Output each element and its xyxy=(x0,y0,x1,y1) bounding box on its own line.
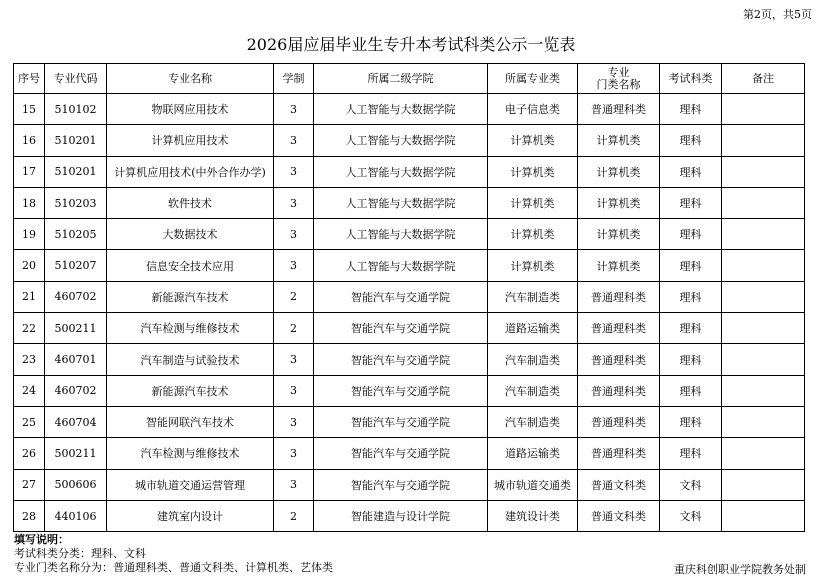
issuing-office: 重庆科创职业学院教务处制 xyxy=(674,563,806,576)
header-code: 专业代码 xyxy=(45,64,107,94)
table-row xyxy=(14,219,805,250)
cell-gate: 计算机类 xyxy=(578,156,660,187)
cell-seq: 23 xyxy=(14,344,45,375)
header-years: 学制 xyxy=(274,64,314,94)
header-gate xyxy=(578,64,660,94)
cell-seq: 22 xyxy=(14,313,45,344)
cell-college: 人工智能与大数据学院 xyxy=(314,156,488,187)
cell-code: 510203 xyxy=(45,187,107,218)
cell-college: 智能汽车与交通学院 xyxy=(314,406,488,437)
cell-years: 3 xyxy=(274,438,314,469)
cell-years: 3 xyxy=(274,406,314,437)
cell-name: 城市轨道交通运营管理 xyxy=(107,469,274,500)
cell-code: 440106 xyxy=(45,500,107,531)
cell-name: 物联网应用技术 xyxy=(107,94,274,125)
cell-category: 道路运输类 xyxy=(488,313,578,344)
cell-exam: 理科 xyxy=(660,313,722,344)
cell-name: 汽车检测与维修技术 xyxy=(107,438,274,469)
header-category: 所属专业类 xyxy=(488,64,578,94)
cell-exam: 理科 xyxy=(660,125,722,156)
cell-code: 460704 xyxy=(45,406,107,437)
cell-exam: 理科 xyxy=(660,219,722,250)
cell-seq: 26 xyxy=(14,438,45,469)
cell-gate: 普通文科类 xyxy=(578,500,660,531)
cell-remark xyxy=(722,438,805,469)
publication-table xyxy=(13,63,805,532)
cell-gate: 普通理科类 xyxy=(578,344,660,375)
cell-remark xyxy=(722,156,805,187)
cell-name: 信息安全技术应用 xyxy=(107,250,274,281)
cell-category: 建筑设计类 xyxy=(488,500,578,531)
cell-remark xyxy=(722,344,805,375)
cell-gate: 普通理科类 xyxy=(578,375,660,406)
cell-remark xyxy=(722,375,805,406)
header-college: 所属二级学院 xyxy=(314,64,488,94)
header-seq: 序号 xyxy=(14,64,45,94)
cell-remark xyxy=(722,94,805,125)
cell-category: 汽车制造类 xyxy=(488,344,578,375)
cell-category: 计算机类 xyxy=(488,125,578,156)
cell-category: 汽车制造类 xyxy=(488,375,578,406)
cell-category: 汽车制造类 xyxy=(488,406,578,437)
table-row xyxy=(14,438,805,469)
cell-college: 智能汽车与交通学院 xyxy=(314,469,488,500)
cell-code: 460702 xyxy=(45,281,107,312)
cell-code: 500211 xyxy=(45,438,107,469)
cell-years: 3 xyxy=(274,250,314,281)
cell-college: 智能汽车与交通学院 xyxy=(314,438,488,469)
header-gate-line1: 专业 xyxy=(607,65,630,79)
notes-line-exam-types: 考试科类分类：理科、文科 xyxy=(14,547,146,560)
cell-name: 智能网联汽车技术 xyxy=(107,406,274,437)
table-row xyxy=(14,375,805,406)
table-row xyxy=(14,406,805,437)
cell-category: 计算机类 xyxy=(488,156,578,187)
cell-college: 智能汽车与交通学院 xyxy=(314,344,488,375)
cell-years: 2 xyxy=(274,500,314,531)
cell-code: 510207 xyxy=(45,250,107,281)
cell-gate: 普通理科类 xyxy=(578,94,660,125)
cell-remark xyxy=(722,406,805,437)
table-header-row xyxy=(14,64,805,94)
cell-years: 3 xyxy=(274,125,314,156)
cell-exam: 理科 xyxy=(660,406,722,437)
table-row xyxy=(14,500,805,531)
cell-exam: 文科 xyxy=(660,469,722,500)
cell-remark xyxy=(722,250,805,281)
cell-category: 计算机类 xyxy=(488,187,578,218)
cell-name: 建筑室内设计 xyxy=(107,500,274,531)
cell-college: 智能建造与设计学院 xyxy=(314,500,488,531)
cell-college: 人工智能与大数据学院 xyxy=(314,94,488,125)
table-row xyxy=(14,469,805,500)
cell-remark xyxy=(722,125,805,156)
cell-exam: 文科 xyxy=(660,500,722,531)
cell-college: 智能汽车与交通学院 xyxy=(314,313,488,344)
cell-code: 460702 xyxy=(45,375,107,406)
header-exam: 考试科类 xyxy=(660,64,722,94)
cell-remark xyxy=(722,219,805,250)
header-gate-line2: 门类名称 xyxy=(596,77,641,91)
cell-seq: 28 xyxy=(14,500,45,531)
table-row xyxy=(14,125,805,156)
cell-name: 软件技术 xyxy=(107,187,274,218)
cell-gate: 计算机类 xyxy=(578,187,660,218)
cell-gate: 计算机类 xyxy=(578,219,660,250)
cell-gate: 普通理科类 xyxy=(578,438,660,469)
cell-code: 510201 xyxy=(45,156,107,187)
cell-years: 3 xyxy=(274,187,314,218)
cell-code: 500606 xyxy=(45,469,107,500)
cell-exam: 理科 xyxy=(660,156,722,187)
cell-category: 道路运输类 xyxy=(488,438,578,469)
cell-seq: 15 xyxy=(14,94,45,125)
cell-remark xyxy=(722,469,805,500)
cell-category: 计算机类 xyxy=(488,219,578,250)
cell-college: 人工智能与大数据学院 xyxy=(314,250,488,281)
cell-years: 3 xyxy=(274,375,314,406)
cell-remark xyxy=(722,313,805,344)
cell-years: 3 xyxy=(274,94,314,125)
cell-code: 500211 xyxy=(45,313,107,344)
cell-name: 汽车检测与维修技术 xyxy=(107,313,274,344)
cell-seq: 25 xyxy=(14,406,45,437)
notes-heading: 填写说明： xyxy=(14,533,69,546)
cell-seq: 27 xyxy=(14,469,45,500)
cell-category: 电子信息类 xyxy=(488,94,578,125)
cell-exam: 理科 xyxy=(660,281,722,312)
cell-gate: 普通理科类 xyxy=(578,313,660,344)
cell-college: 人工智能与大数据学院 xyxy=(314,125,488,156)
cell-gate: 普通文科类 xyxy=(578,469,660,500)
cell-remark xyxy=(722,281,805,312)
notes-line-gate-types: 专业门类名称分为：普通理科类、普通文科类、计算机类、艺体类 xyxy=(14,561,333,574)
cell-exam: 理科 xyxy=(660,250,722,281)
cell-exam: 理科 xyxy=(660,94,722,125)
cell-college: 人工智能与大数据学院 xyxy=(314,187,488,218)
page-title: 2026届应届毕业生专升本考试科类公示一览表 xyxy=(246,35,576,54)
cell-category: 城市轨道交通类 xyxy=(488,469,578,500)
cell-name: 计算机应用技术 xyxy=(107,125,274,156)
table-row xyxy=(14,187,805,218)
notes-block xyxy=(14,533,333,575)
cell-gate: 普通理科类 xyxy=(578,406,660,437)
cell-name: 大数据技术 xyxy=(107,219,274,250)
cell-years: 3 xyxy=(274,344,314,375)
cell-name: 汽车制造与试验技术 xyxy=(107,344,274,375)
cell-remark xyxy=(722,500,805,531)
table-row xyxy=(14,344,805,375)
cell-gate: 计算机类 xyxy=(578,125,660,156)
cell-code: 510201 xyxy=(45,125,107,156)
cell-years: 3 xyxy=(274,219,314,250)
table-row xyxy=(14,313,805,344)
cell-college: 智能汽车与交通学院 xyxy=(314,281,488,312)
cell-category: 汽车制造类 xyxy=(488,281,578,312)
page-indicator: 第2页，共5页 xyxy=(743,8,812,21)
cell-code: 460701 xyxy=(45,344,107,375)
cell-years: 3 xyxy=(274,156,314,187)
cell-code: 510205 xyxy=(45,219,107,250)
cell-years: 2 xyxy=(274,281,314,312)
header-remark: 备注 xyxy=(722,64,805,94)
cell-exam: 理科 xyxy=(660,438,722,469)
cell-name: 计算机应用技术(中外合作办学) xyxy=(107,156,274,187)
cell-name: 新能源汽车技术 xyxy=(107,375,274,406)
cell-exam: 理科 xyxy=(660,344,722,375)
cell-seq: 20 xyxy=(14,250,45,281)
cell-remark xyxy=(722,187,805,218)
table-row xyxy=(14,156,805,187)
table-body xyxy=(14,94,805,532)
table-row xyxy=(14,94,805,125)
cell-seq: 17 xyxy=(14,156,45,187)
cell-seq: 24 xyxy=(14,375,45,406)
table-row xyxy=(14,281,805,312)
cell-seq: 21 xyxy=(14,281,45,312)
header-name: 专业名称 xyxy=(107,64,274,94)
cell-exam: 理科 xyxy=(660,187,722,218)
cell-college: 智能汽车与交通学院 xyxy=(314,375,488,406)
cell-exam: 理科 xyxy=(660,375,722,406)
cell-years: 3 xyxy=(274,469,314,500)
cell-code: 510102 xyxy=(45,94,107,125)
cell-seq: 18 xyxy=(14,187,45,218)
cell-gate: 计算机类 xyxy=(578,250,660,281)
cell-seq: 19 xyxy=(14,219,45,250)
cell-years: 2 xyxy=(274,313,314,344)
cell-seq: 16 xyxy=(14,125,45,156)
cell-gate: 普通理科类 xyxy=(578,281,660,312)
cell-college: 人工智能与大数据学院 xyxy=(314,219,488,250)
cell-category: 计算机类 xyxy=(488,250,578,281)
table-row xyxy=(14,250,805,281)
cell-name: 新能源汽车技术 xyxy=(107,281,274,312)
